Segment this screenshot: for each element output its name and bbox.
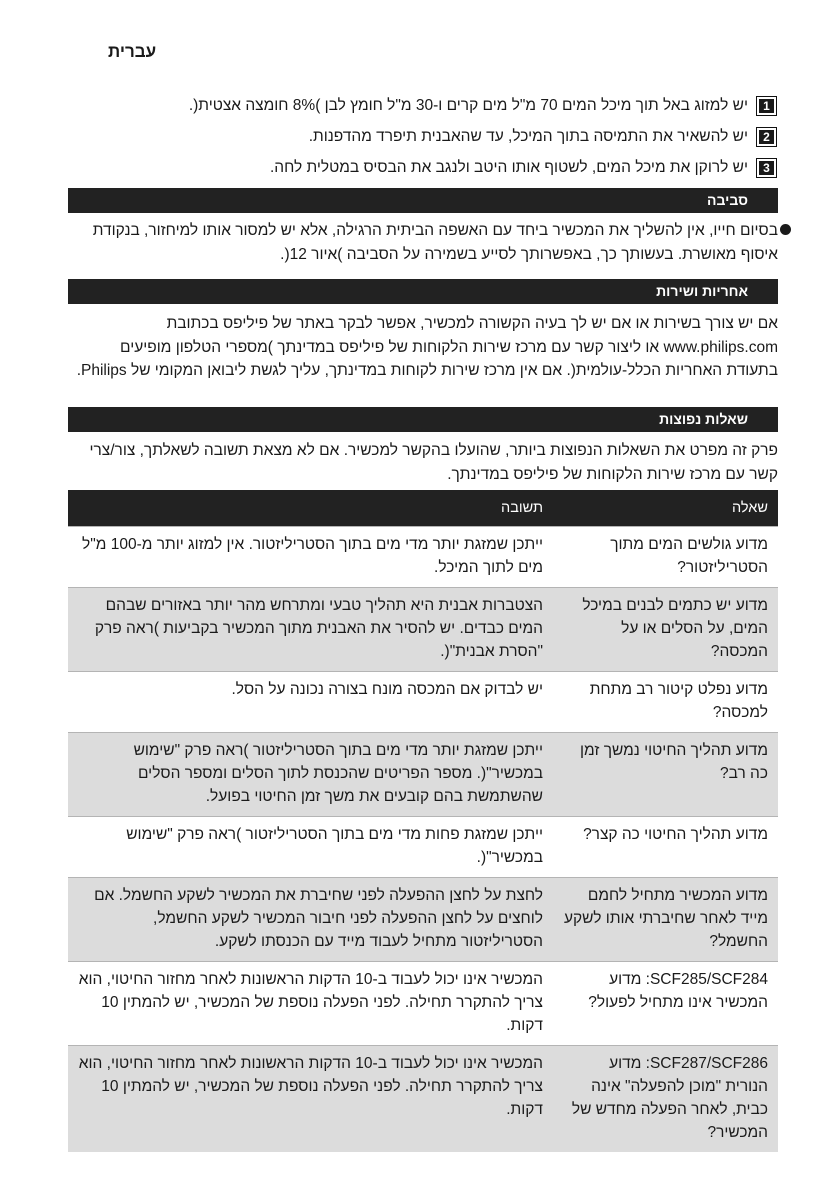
faq-answer: המכשיר אינו יכול לעבוד ב-10 הדקות הראשונות לאחר מחזור החיטוי, הוא צריך להתקרר תחילה. לפני הפעלה נוספת של המכשיר, יש להמתין 10 דקות.: [68, 1046, 553, 1153]
faq-question: מדוע תהליך החיטוי כה קצר?: [553, 817, 778, 878]
section-header-environment: סביבה: [68, 188, 778, 213]
step-number-badge: 3: [756, 158, 777, 178]
faq-answer: הצטברות אבנית היא תהליך טבעי ומתרחש מהר יותר באזורים שבהם המים כבדים. יש להסיר את האבנית מתוך המכשיר בקביעות )ראה פרק "הסרת אבנית"(.: [68, 588, 553, 672]
section-header-faq: שאלות נפוצות: [68, 407, 778, 432]
step-number-badge: 1: [756, 96, 777, 116]
faq-answer: ייתכן שמזגת יותר מדי מים בתוך הסטריליזטור )ראה פרק "שימוש במכשיר"(. מספר הפריטים שהכנסת לתוך הסלים ומספר הסלים שהשתמשת בהם קובעים את משך זמן החיטוי בפועל.: [68, 733, 553, 817]
table-row: [68, 527, 778, 588]
faq-answer: ייתכן שמזגת פחות מדי מים בתוך הסטריליזטור )ראה פרק "שימוש במכשיר"(.: [68, 817, 553, 878]
faq-question: מדוע המכשיר מתחיל לחמם מייד לאחר שחיברתי אותו לשקע החשמל?: [553, 878, 778, 962]
table-row: [68, 733, 778, 817]
column-header-answer: תשובה: [68, 490, 553, 527]
faq-answer: המכשיר אינו יכול לעבוד ב-10 הדקות הראשונות לאחר מחזור החיטוי, הוא צריך להתקרר תחילה. לפני הפעלה נוספת של המכשיר, יש להמתין 10 דקות.: [68, 962, 553, 1046]
warranty-text: אם יש צורך בשירות או אם יש לך בעיה הקשורה למכשיר, אפשר לבקר באתר של פיליפס בכתובת www.philips.com או ליצור קשר עם מרכז שירות הלקוחות של פיליפס במדינתך )מספרי הטלפון מופיעים בתעודת האחריות הכלל-עולמית(. אם אין מרכז שירות לקוחות במדינתך, עליך לגשת ליבואן המקומי של Philips.: [76, 315, 778, 379]
faq-answer: יש לבדוק אם המכסה מונח בצורה נכונה על הסל.: [68, 672, 553, 733]
step-item: [60, 90, 777, 121]
table-row: [68, 878, 778, 962]
step-text: יש למזוג באל תוך מיכל המים 70 מ"ל מים קרים ו-30 מ"ל חומץ לבן )8% חומצה אצטית(.: [188, 96, 748, 114]
faq-question: SCF287/SCF286: מדוע הנורית "מוכן להפעלה" אינה כבית, לאחר הפעלה מחדש של המכשיר?: [553, 1046, 778, 1153]
section-header-warranty: אחריות ושירות: [68, 279, 778, 304]
faq-question: מדוע גולשים המים מתוך הסטריליזטור?: [553, 527, 778, 588]
faq-header-row: [68, 490, 778, 527]
faq-question: SCF285/SCF284: מדוע המכשיר אינו מתחיל לפעול?: [553, 962, 778, 1046]
table-row: [68, 1046, 778, 1153]
table-row: [68, 672, 778, 733]
faq-question: מדוע תהליך החיטוי נמשך זמן כה רב?: [553, 733, 778, 817]
column-header-question: שאלה: [553, 490, 778, 527]
step-text: יש להשאיר את התמיסה בתוך המיכל, עד שהאבנית תיפרד מהדפנות.: [308, 127, 748, 145]
step-number-badge: 2: [756, 127, 777, 147]
environment-text: בסיום חייו, אין להשליך את המכשיר ביחד עם האשפה הביתית הרגילה, אלא יש למסור אותו למיחזור, בנקודת איסוף מאושרת. בעשותך כך, באפשרותך לסייע בשמירה על הסביבה )איור 12(.: [92, 222, 778, 263]
table-row: [68, 817, 778, 878]
faq-question: מדוע יש כתמים לבנים במיכל המים, על הסלים או על המכסה?: [553, 588, 778, 672]
faq-answer: ייתכן שמזגת יותר מדי מים בתוך הסטריליזטור. אין למזוג יותר מ-100 מ"ל מים לתוך המיכל.: [68, 527, 553, 588]
table-row: [68, 588, 778, 672]
table-row: [68, 962, 778, 1046]
faq-answer: לחצת על לחצן ההפעלה לפני שחיברת את המכשיר לשקע החשמל. אם לוחצים על לחצן ההפעלה לפני חיבור המכשיר לשקע החשמל, הסטריליזטור מתחיל לעבוד מייד עם הכנסתו לשקע.: [68, 878, 553, 962]
step-item: [60, 121, 777, 152]
descaling-steps: [60, 90, 777, 183]
bullet-icon: [780, 224, 791, 235]
language-label: עברית: [108, 42, 157, 61]
step-text: יש לרוקן את מיכל המים, לשטוף אותו היטב ולנגב את הבסיס במטלית לחה.: [269, 158, 748, 176]
faq-intro: פרק זה מפרט את השאלות הנפוצות ביותר, שהועלו בהקשר למכשיר. אם לא מצאת תשובה לשאלתך, צור/צרי קשר עם מרכז שירות הלקוחות של פיליפס במדינתך.: [89, 442, 778, 483]
step-item: [60, 152, 777, 183]
faq-table: [68, 490, 778, 1152]
faq-question: מדוע נפלט קיטור רב מתחת למכסה?: [553, 672, 778, 733]
